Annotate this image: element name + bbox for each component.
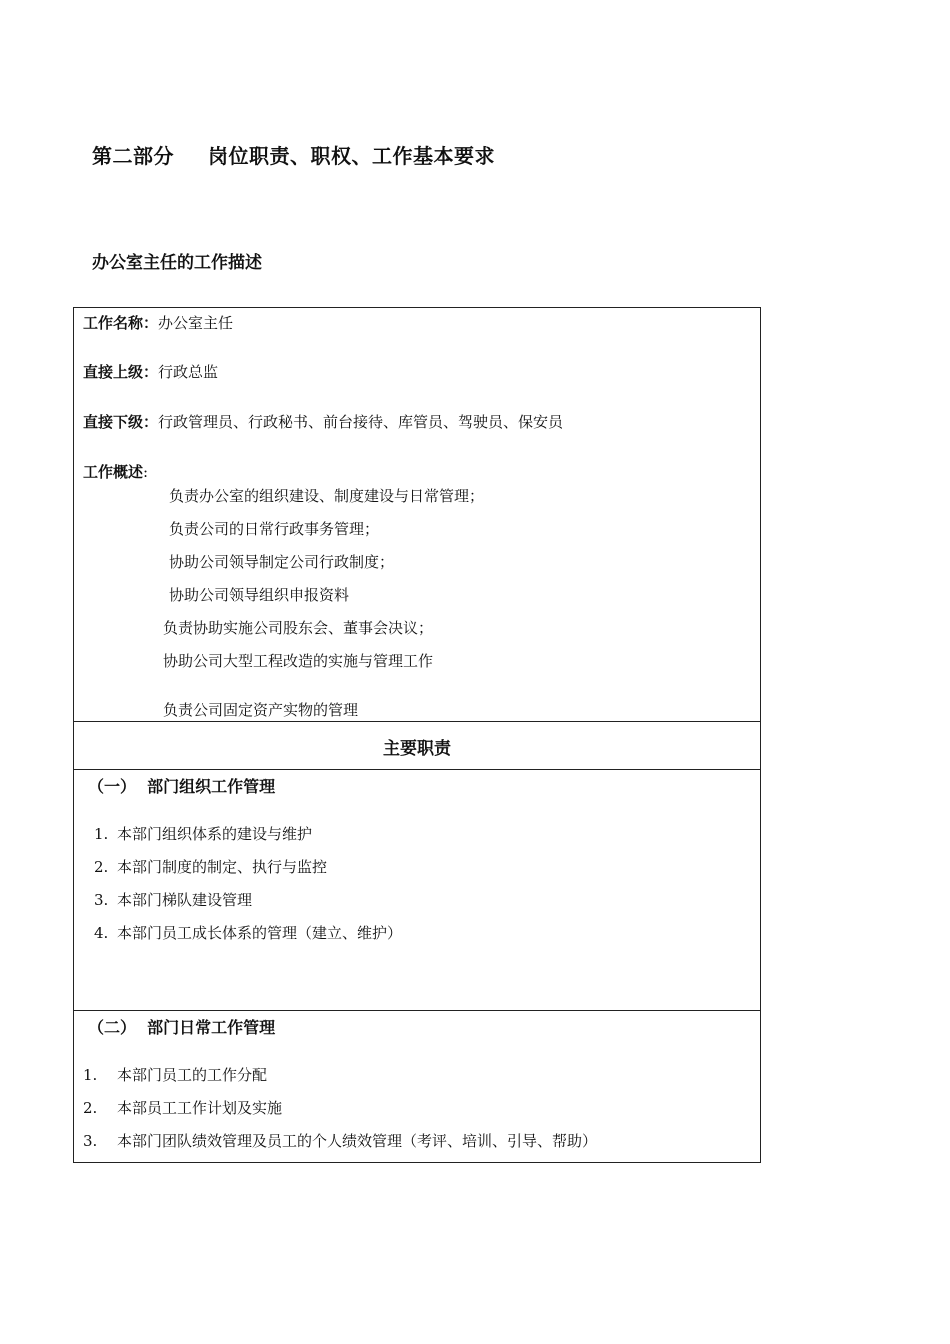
job-name-row: 工作名称：办公室主任 xyxy=(83,314,234,332)
list-item: 1. 本部门组织体系的建设与维护 xyxy=(94,825,313,843)
list-item: 3. 本部门团队绩效管理及员工的个人绩效管理（考评、培训、引导、帮助） xyxy=(83,1132,598,1150)
section-title: （一） 部门组织工作管理 xyxy=(88,777,276,796)
list-item: 2. 本部门制度的制定、执行与监控 xyxy=(94,858,328,876)
doc-title: 办公室主任的工作描述 xyxy=(92,253,262,273)
job-info-box xyxy=(73,307,761,722)
main-duties-title: 主要职责 xyxy=(383,739,451,759)
summary-item: 负责协助实施公司股东会、董事会决议； xyxy=(163,619,434,637)
part-title xyxy=(92,140,495,169)
superior-row: 直接上级：行政总监 xyxy=(83,363,219,381)
subordinates-value: 行政管理员、行政秘书、前台接待、库管员、驾驶员、保安员 xyxy=(158,413,564,431)
list-item: 4. 本部门员工成长体系的管理（建立、维护） xyxy=(94,924,403,942)
main-duties-header xyxy=(73,721,761,770)
superior-label: 直接上级 xyxy=(83,363,144,381)
summary-item: 负责办公室的组织建设、制度建设与日常管理； xyxy=(169,487,485,505)
summary-label-row: 工作概述: xyxy=(83,463,149,481)
summary-item: 协助公司领导组织申报资料 xyxy=(169,586,350,604)
summary-label: 工作概述 xyxy=(83,463,144,481)
subordinates-label: 直接下级 xyxy=(83,413,144,431)
list-item: 2. 本部员工工作计划及实施 xyxy=(83,1099,283,1117)
part-title-text: 岗位职责、职权、工作基本要求 xyxy=(208,144,495,168)
list-item: 3. 本部门梯队建设管理 xyxy=(94,891,253,909)
job-name-value: 办公室主任 xyxy=(158,314,234,332)
job-name-label: 工作名称 xyxy=(83,314,144,332)
summary-item: 负责公司的日常行政事务管理； xyxy=(169,520,380,538)
section-title: （二） 部门日常工作管理 xyxy=(88,1018,276,1037)
section-daily-management xyxy=(73,1010,761,1163)
subordinates-row: 直接下级：行政管理员、行政秘书、前台接待、库管员、驾驶员、保安员 xyxy=(83,413,564,431)
list-item: 1. 本部门员工的工作分配 xyxy=(83,1066,268,1084)
section-org-management xyxy=(73,769,761,1011)
part-title-prefix: 第二部分 xyxy=(92,144,174,168)
summary-item: 协助公司领导制定公司行政制度； xyxy=(169,553,395,571)
summary-item: 负责公司固定资产实物的管理 xyxy=(163,701,359,719)
superior-value: 行政总监 xyxy=(158,363,219,381)
summary-item: 协助公司大型工程改造的实施与管理工作 xyxy=(163,652,434,670)
